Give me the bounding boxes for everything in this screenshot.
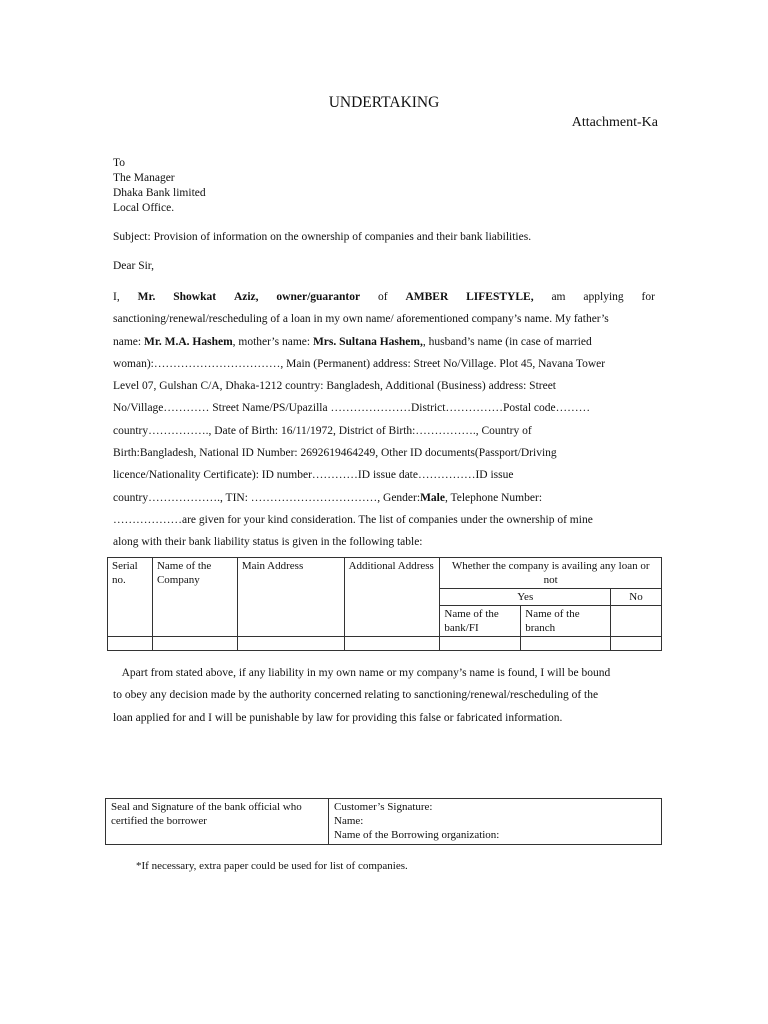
line-text: , husband’s name (in case of married [422,335,592,348]
line-text: along with their bank liability status is given in the following table: [113,536,423,549]
table-row [108,637,662,651]
empty-cell [237,637,344,651]
line-text: Level 07, Gulshan C/A, Dhaka-1212 country: Bangladesh, Additional (Business) address: Street [113,380,556,393]
address-line: To [113,157,125,169]
footnote: *If necessary, extra paper could be used for list of companies. [136,860,408,872]
paragraph-line [113,286,655,308]
borrowing-org-label: Name of the Borrowing organization: [334,829,500,841]
attachment-label: Attachment-Ka [571,115,658,130]
empty-cell [611,606,662,637]
line-text: to obey any decision made by the authority concerned relating to sanctioning/renewal/rescheduling of the [113,689,599,702]
word: owner/guarantor [276,291,361,303]
header-bank-name: Name of the bank/FI [440,606,521,637]
empty-cell [152,637,237,651]
header-additional-address: Additional Address [344,558,440,637]
word: Mr. [137,291,156,303]
recipient-address [113,156,206,216]
liability-paragraph [113,662,655,729]
declaration-paragraph [113,286,655,554]
line-text: , mother’s name: [232,335,311,348]
paragraph-line [113,531,655,553]
paragraph-line [113,331,655,353]
document-title: UNDERTAKING [328,94,440,111]
line-text: country……………., Date of Birth: 16/11/1972, District of Birth:……………., Country of [113,424,532,437]
header-serial: Serial no. [108,558,153,637]
line-text: , Telephone Number: [444,491,543,504]
empty-cell [108,637,153,651]
line-text: country………………., TIN: ……………………………, Gender: [113,491,421,504]
line-text: woman):……………………………, Main (Permanent) address: Street No/Village. Plot 45, Navana Tower [113,357,606,370]
word: LIFESTYLE, [466,291,534,303]
father-name: Mr. M.A. Hashem [143,335,233,348]
header-no: No [611,589,662,606]
customer-signature-label: Customer’s Signature: [334,801,433,813]
paragraph-line [113,464,655,486]
paragraph-line [113,662,655,684]
paragraph-line [113,707,655,729]
header-loan-status: Whether the company is availing any loan or not [440,558,662,589]
line-text: ………………are given for your kind consideration. The list of companies under the ownership of mine [113,513,593,526]
salutation: Dear Sir, [113,260,155,272]
gender-value: Male [420,491,445,504]
paragraph-line [113,509,655,531]
header-yes: Yes [440,589,611,606]
address-line: The Manager [113,172,175,184]
empty-cell [344,637,440,651]
paragraph-line [113,487,655,509]
word: applying [583,291,624,303]
paragraph-line [113,353,655,375]
word: Showkat [173,291,217,303]
line-text: sanctioning/renewal/rescheduling of a loan in my own name/ aforementioned company’s name. My father’s [113,313,609,326]
word: I, [113,291,120,303]
line-text: name: [113,335,142,348]
header-branch-name: Name of the branch [521,606,611,637]
paragraph-line [113,420,655,442]
line-text: loan applied for and I will be punishable by law for providing this false or fabricated information. [113,711,563,724]
line-text: Birth:Bangladesh, National ID Number: 2692619464249, Other ID documents(Passport/Driving [113,447,557,460]
signature-table [105,798,662,845]
line-text: licence/Nationality Certificate): ID number…………ID issue date……………ID issue [113,469,514,482]
customer-name-label: Name: [334,815,364,827]
header-company-name: Name of the Company [152,558,237,637]
word: Aziz, [233,291,259,303]
companies-table [107,557,662,651]
address-line: Local Office. [113,202,175,214]
word: AMBER [405,291,449,303]
paragraph-line [113,684,655,706]
address-line: Dhaka Bank limited [113,187,206,199]
empty-cell [521,637,611,651]
word: am [551,291,566,303]
customer-signature-cell [329,799,662,845]
paragraph-line [113,375,655,397]
line-text: Apart from stated above, if any liability in my own name or my company’s name is found, I will be bound [121,667,611,679]
paragraph-line [113,308,655,330]
word: of [377,291,388,303]
header-main-address: Main Address [237,558,344,637]
empty-cell [440,637,521,651]
word: for [641,291,655,303]
subject-line: Subject: Provision of information on the ownership of companies and their bank liabilities. [113,231,532,243]
empty-cell [611,637,662,651]
paragraph-line [113,442,655,464]
line-text: No/Village………… Street Name/PS/Upazilla …………………District……………Postal code……… [113,402,591,415]
mother-name: Mrs. Sultana Hashem, [312,335,423,348]
bank-official-signature-cell: Seal and Signature of the bank official who certified the borrower [106,799,329,845]
paragraph-line [113,397,655,419]
